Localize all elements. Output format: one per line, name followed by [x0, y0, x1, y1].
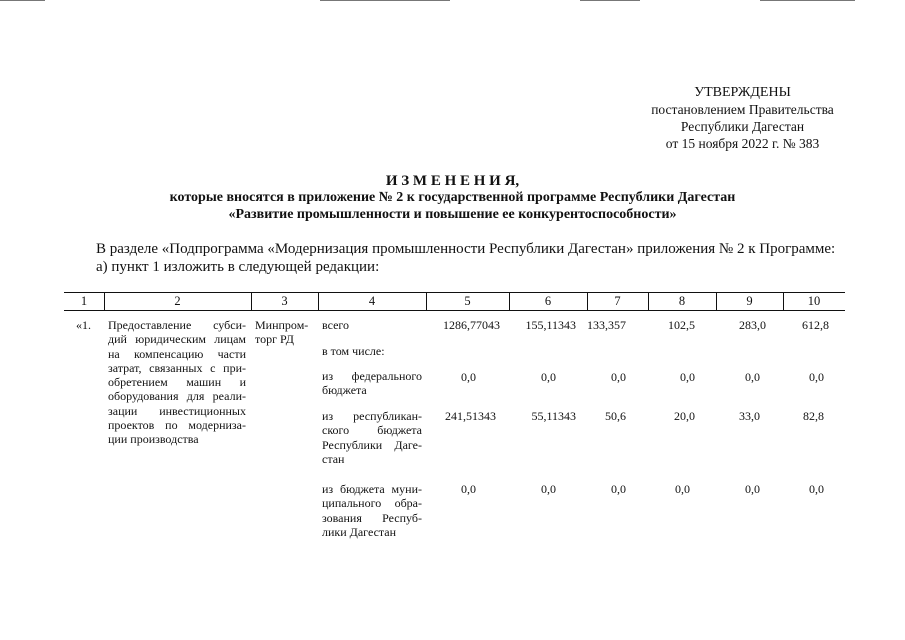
value-cell: 0,0 — [745, 370, 760, 384]
column-number: 1 — [80, 294, 88, 308]
column-number: 2 — [174, 294, 181, 308]
executor — [255, 318, 317, 347]
intro-line-2: а) пункт 1 изложить в следующей редакции: — [96, 259, 380, 275]
value-cell: 0,0 — [461, 370, 476, 384]
value-cell: 0,0 — [675, 482, 690, 496]
value-cell: 20,0 — [674, 409, 695, 423]
funding-label-federal — [322, 369, 422, 398]
description-line: проектов по модерниза- — [108, 418, 246, 433]
label-line: из республикан- — [322, 409, 422, 423]
label-line: из бюджета муни- — [322, 482, 422, 496]
value-cell: 0,0 — [611, 370, 626, 384]
scan-edge-line — [580, 0, 640, 1]
label-line: лики Дагестан — [322, 524, 397, 539]
column-number: 10 — [807, 294, 821, 308]
label-line: стан — [322, 451, 345, 466]
scan-edge-line — [320, 0, 450, 1]
description-line: ции производства — [108, 432, 199, 447]
funding-label-total — [322, 318, 422, 332]
description-line: дий юридическим лицам — [108, 332, 246, 347]
intro-line-1: В разделе «Подпрограмма «Модернизация промышленности Республики Дагестан» приложения № 2 к Программе: — [96, 241, 836, 257]
label-line: зования Респуб- — [322, 510, 422, 525]
value-cell: 50,6 — [605, 409, 626, 423]
table-header-top-border — [64, 292, 845, 293]
table-header-bottom-border — [64, 310, 845, 311]
value-cell: 0,0 — [611, 482, 626, 496]
description-line: оборудования для реали- — [108, 389, 246, 404]
column-number: 5 — [464, 294, 471, 308]
executor-line: Минпром- — [255, 318, 309, 332]
column-number: 8 — [678, 294, 686, 308]
column-number: 4 — [368, 294, 376, 308]
value-cell: 0,0 — [461, 482, 476, 496]
label-line: из федерального — [322, 369, 422, 383]
approval-line-2: постановлением Правительства — [651, 102, 834, 117]
description-line: затрат, связанных с при- — [108, 360, 246, 375]
document-subtitle-1: которые вносятся в приложение № 2 к государственной программе Республики Дагестан — [169, 190, 736, 205]
value-cell: 241,51343 — [445, 409, 496, 423]
value-cell: 0,0 — [541, 370, 556, 384]
column-number: 3 — [281, 294, 288, 308]
value-cell: 155,11343 — [525, 318, 576, 332]
value-cell: 55,11343 — [531, 409, 576, 423]
column-number: 7 — [614, 294, 621, 308]
description-line: обретением машин и — [108, 375, 246, 390]
value-cell: 0,0 — [745, 482, 760, 496]
column-number: 9 — [746, 294, 753, 308]
value-cell: 0,0 — [541, 482, 556, 496]
measure-description — [108, 318, 246, 447]
scan-edge-line — [0, 0, 45, 1]
value-cell: 0,0 — [809, 482, 824, 496]
value-cell: 133,357 — [587, 318, 626, 332]
approval-line-3: Республики Дагестан — [680, 119, 805, 134]
approval-block — [630, 84, 855, 152]
label-line: ского бюджета — [322, 423, 422, 438]
value-cell: 33,0 — [739, 409, 760, 423]
funding-label-republic — [322, 409, 422, 466]
value-cell: 612,8 — [802, 318, 829, 332]
executor-line: торг РД — [255, 332, 294, 347]
value-cell: 0,0 — [680, 370, 695, 384]
description-line: Предоставление субси- — [108, 318, 246, 332]
value-cell: 82,8 — [803, 409, 824, 423]
value-cell: 102,5 — [668, 318, 695, 332]
scan-edge-line — [760, 0, 855, 1]
value-cell: 1286,77043 — [443, 318, 500, 332]
description-line: зации инвестиционных — [108, 403, 246, 418]
funding-label-including: в том числе: — [322, 344, 385, 358]
approval-line-4: от 15 ноября 2022 г. № 383 — [665, 136, 820, 151]
document-title: И З М Е Н Е Н И Я, — [385, 173, 520, 189]
description-line: на компенсацию части — [108, 346, 246, 361]
label-line: Республики Даге- — [322, 437, 422, 452]
row-number: «1. — [76, 318, 91, 332]
approval-line-1: УТВЕРЖДЕНЫ — [694, 85, 791, 100]
funding-label-municipal — [322, 482, 422, 539]
column-number: 6 — [544, 294, 552, 308]
value-cell: 0,0 — [809, 370, 824, 384]
label-line: бюджета — [322, 383, 367, 398]
label-line: ципального обра- — [322, 496, 422, 511]
label-line: всего — [322, 318, 350, 332]
value-cell: 283,0 — [739, 318, 766, 332]
document-subtitle-2: «Развитие промышленности и повышение ее конкурентоспособности» — [228, 207, 677, 222]
